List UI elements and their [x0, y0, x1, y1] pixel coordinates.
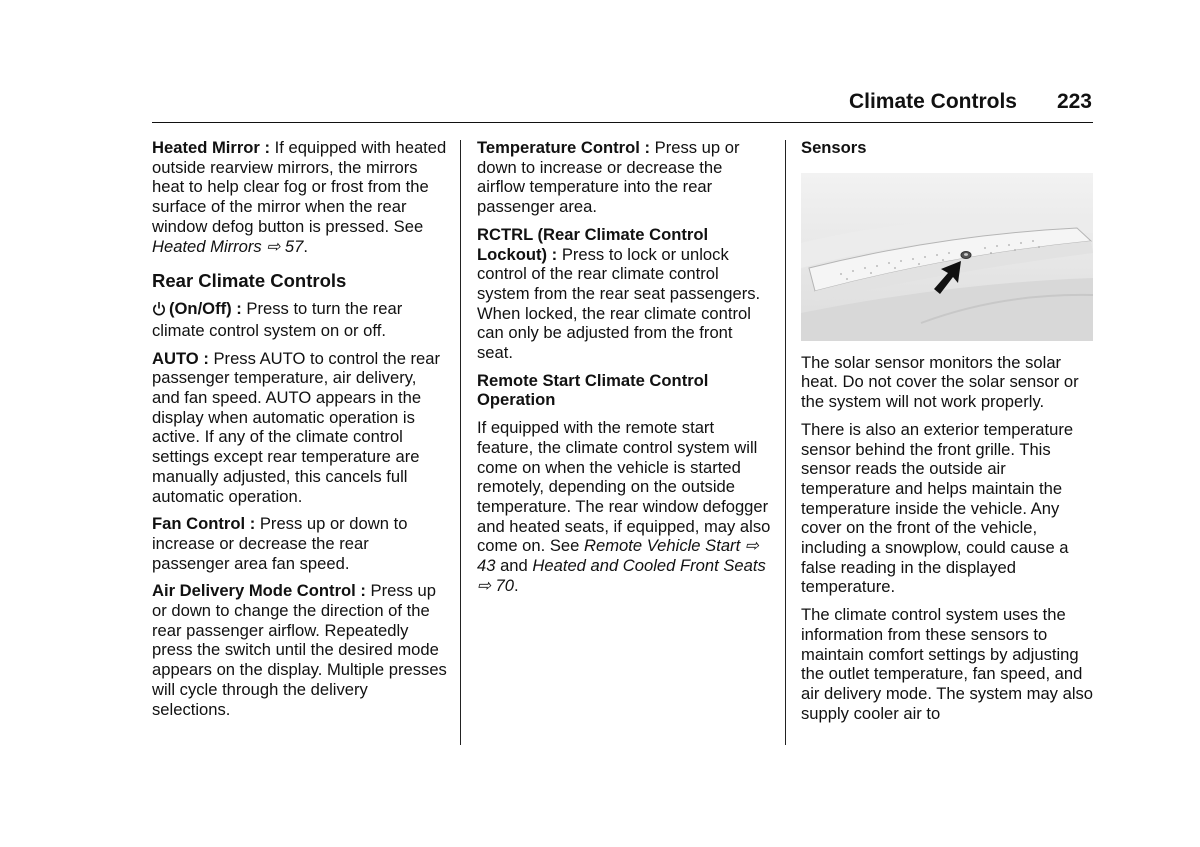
solar-sensor-figure	[801, 173, 1093, 341]
solar-sensor-paragraph: The solar sensor monitors the solar heat. Do not cover the solar sensor or the system will not work properly.	[801, 352, 1079, 412]
sensors-heading: Sensors	[801, 138, 867, 157]
rctrl-paragraph: RCTRL (Rear Climate Control Lockout) : Press to lock or unlock control of the rear climate control system from the rear seat passengers. When locked, the rear climate control can only be adjusted from the front seat.	[477, 224, 761, 363]
column-1	[152, 138, 448, 727]
xref-link[interactable]: Remote Vehicle Start	[584, 536, 741, 556]
xref-arrow-icon: ⇨	[744, 536, 759, 556]
exterior-sensor-paragraph: There is also an exterior temperature sensor behind the front grille. This sensor reads the outside air temperature and helps maintain the temperature inside the vehicle. Any cover on the front of the vehicle, including a snowplow, could cause a false reading in the displayed temperature.	[801, 419, 1074, 597]
term: Air Delivery Mode Control :	[152, 581, 371, 601]
column-divider	[460, 140, 461, 745]
heated-mirror-paragraph: Heated Mirror : If equipped with heated outside rearview mirrors, the mirrors heat to help clear fog or frost from the surface of the mirror when the rear window defog button is pressed. See Heated Mirrors ⇨ 57.	[152, 138, 447, 256]
fan-control-paragraph: Fan Control : Press up or down to increase or decrease the rear passenger area fan speed.	[152, 514, 408, 573]
xref-page[interactable]: 43	[477, 556, 496, 576]
temperature-control-paragraph: Temperature Control : Press up or down to increase or decrease the airflow temperature into the rear passenger area.	[477, 138, 740, 217]
air-delivery-paragraph: Air Delivery Mode Control : Press up or down to change the direction of the rear passenger airflow. Repeatedly press the switch until the desired mode appears on the display. Multiple presses will cycle through the delivery selections.	[152, 581, 447, 719]
onoff-paragraph: (On/Off) : Press to turn the rear climate control system on or off.	[152, 299, 403, 340]
xref-page[interactable]: 70	[490, 575, 514, 595]
rear-climate-controls-heading: Rear Climate Controls	[152, 270, 347, 292]
term: Fan Control :	[152, 514, 260, 534]
xref-page[interactable]: 57	[280, 236, 304, 256]
column-divider	[785, 140, 786, 745]
remote-start-heading: Remote Start Climate Control Operation	[477, 370, 709, 410]
section-title: Climate Controls	[848, 90, 1017, 113]
header-rule	[152, 122, 1093, 123]
system-paragraph: The climate control system uses the information from these sensors to maintain comfort settings by adjusting the outlet temperature, fan speed, and air delivery mode. The system may also supply cooler air to	[801, 605, 1094, 723]
remote-start-paragraph: If equipped with the remote start feature, the climate control system will come on when the vehicle is started remotely, depending on the outside temperature. The rear window defogger and heated seats, if equipped, may also come on. See Remote Vehicle Start ⇨ 43 and Heated and Cooled Front Seats ⇨ 70.	[477, 418, 771, 595]
column-3	[801, 138, 1096, 731]
term: (On/Off) :	[169, 299, 247, 319]
xref-link[interactable]: Heated Mirrors	[152, 236, 262, 256]
term: Temperature Control :	[477, 138, 655, 157]
column-2	[477, 138, 771, 603]
page-number: 223	[1056, 90, 1092, 113]
xref-link[interactable]: Heated and Cooled Front Seats	[532, 556, 766, 576]
auto-paragraph: AUTO : Press AUTO to control the rear passenger temperature, air delivery, and fan speed. AUTO appears in the display when automatic operation is active. If any of the climate control settings except rear temperature are manually adjusted, this cancels full automatic operation.	[152, 348, 441, 506]
xref-arrow-icon: ⇨	[477, 575, 491, 595]
term: RCTRL (Rear Climate Control Lockout) :	[477, 224, 709, 264]
term: AUTO :	[152, 348, 214, 368]
xref-arrow-icon: ⇨	[266, 236, 281, 256]
term: Heated Mirror :	[152, 138, 275, 157]
power-icon	[152, 301, 166, 321]
